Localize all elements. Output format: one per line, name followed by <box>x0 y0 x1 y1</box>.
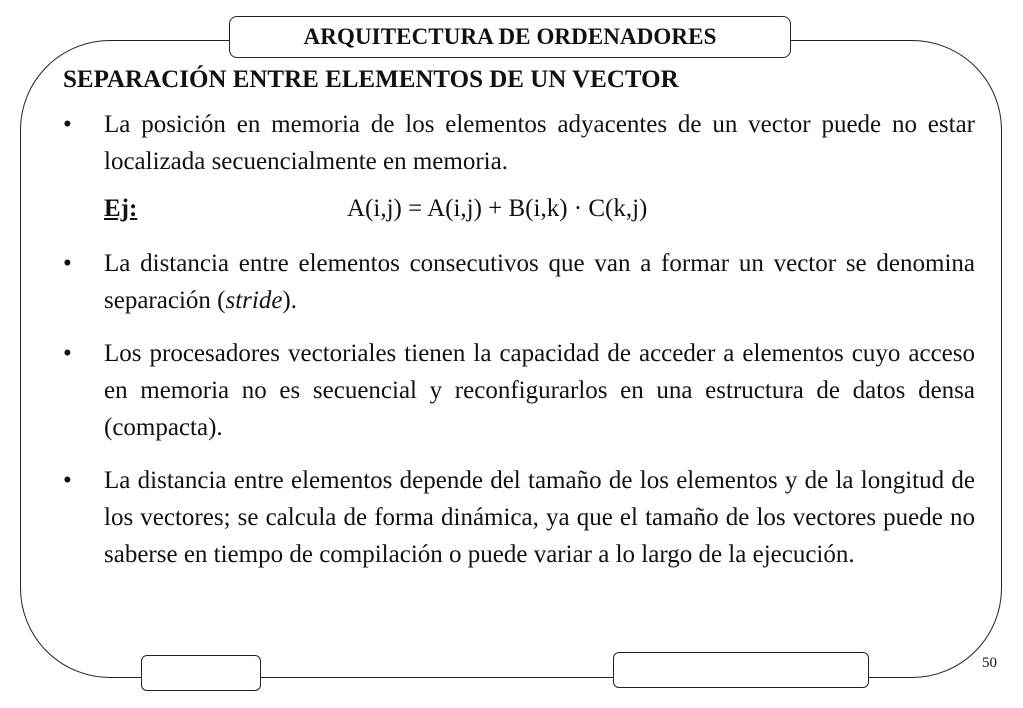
page-number: 50 <box>982 655 997 671</box>
stride-text-before: La distancia entre elementos consecutivos que van a formar un vector se denomina separación ( <box>104 250 975 314</box>
bullet-item-stride <box>63 245 975 319</box>
bullet-item-memory-position: • La posición en memoria de los elementos adyacentes de un vector puede no estar localizada secuencialmente en memoria. <box>63 106 975 180</box>
example-label: Ej: <box>104 195 138 222</box>
slide-content <box>63 60 975 573</box>
header-title: ARQUITECTURA DE ORDENADORES <box>229 16 791 58</box>
section-title: SEPARACIÓN ENTRE ELEMENTOS DE UN VECTOR <box>63 66 679 93</box>
example-formula: A(i,j) = A(i,j) + B(i,k) · C(k,j) <box>347 195 648 222</box>
bullet-item-element-distance: • La distancia entre elementos depende del tamaño de los elementos y de la longitud de los vectores; se calcula de forma dinámica, ya que el tamaño de los vectores puede no saberse en tiempo de compilación o puede variar a lo largo de la ejecución. <box>63 462 975 573</box>
stride-text-after: ). <box>282 287 297 314</box>
bullet-item-vector-processors: • Los procesadores vectoriales tienen la capacidad de acceder a elementos cuyo acceso en memoria no es secuencial y reconfigurarlos en una estructura de datos densa (compacta). <box>63 335 975 446</box>
example-line <box>63 190 975 227</box>
stride-term: stride <box>225 287 283 314</box>
footer-tab-right <box>613 652 869 688</box>
footer-tab-left <box>141 655 261 691</box>
